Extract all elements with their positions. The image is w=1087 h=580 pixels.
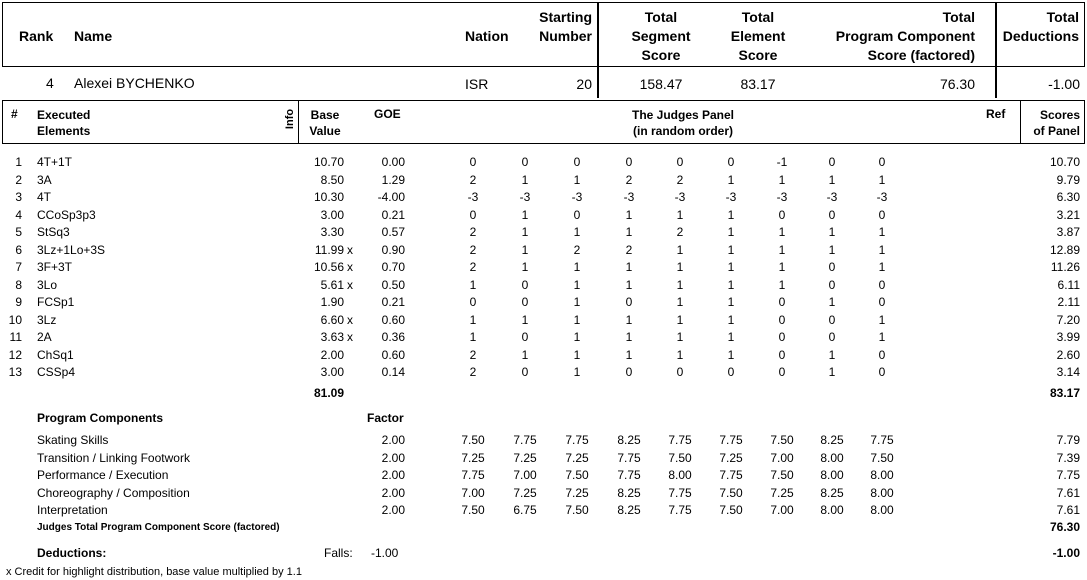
judge-goe-1: 1 <box>469 330 477 344</box>
judge-goe-2: 1 <box>521 172 529 187</box>
judge-goe-4: 2 <box>625 242 633 257</box>
judge-goe-3: 1 <box>573 295 581 309</box>
elements-header-goe: GOE <box>374 107 401 121</box>
header-total-segment-score: Total Segment Score <box>631 9 691 63</box>
element-score: 7.20 <box>1056 312 1080 327</box>
judge-goe-2: -3 <box>519 190 531 204</box>
judge-mark-4: 8.25 <box>617 503 641 517</box>
judge-goe-1: 0 <box>469 207 477 222</box>
element-goe: 0.36 <box>381 330 405 344</box>
summary-divider-1 <box>597 2 599 98</box>
judge-mark-2: 7.25 <box>513 485 537 500</box>
element-code: 3Lz <box>37 312 57 327</box>
skater-tss: 158.47 <box>639 76 683 92</box>
judge-mark-3: 7.75 <box>565 433 589 447</box>
judge-goe-5: 1 <box>676 312 684 327</box>
judge-mark-1: 7.25 <box>461 450 485 465</box>
judge-mark-3: 7.25 <box>565 485 589 500</box>
judge-goe-4: 1 <box>625 347 633 362</box>
element-goe: 0.21 <box>381 207 405 222</box>
judge-goe-6: 1 <box>727 242 735 257</box>
judge-goe-5: 2 <box>676 172 684 187</box>
judge-mark-3: 7.50 <box>565 503 589 517</box>
element-goe: 0.90 <box>381 242 405 257</box>
skater-name: Alexei BYCHENKO <box>74 75 195 91</box>
element-bonus-marker: x <box>347 242 353 257</box>
falls-label: Falls: <box>324 546 353 560</box>
element-code: 3A <box>37 172 52 187</box>
judge-mark-5: 7.75 <box>668 503 692 517</box>
element-goe: 0.00 <box>381 155 405 169</box>
element-base-value: 10.30 <box>313 190 344 204</box>
judge-goe-2: 1 <box>521 225 529 239</box>
judge-goe-7: 0 <box>778 365 786 379</box>
element-bonus-marker: x <box>347 260 353 274</box>
component-name: Performance / Execution <box>37 468 169 482</box>
component-name: Choreography / Composition <box>37 485 190 500</box>
judge-goe-9: -3 <box>876 190 888 204</box>
judge-mark-7: 7.50 <box>770 468 794 482</box>
elements-header-num: # <box>11 107 18 121</box>
judge-goe-6: 1 <box>727 225 735 239</box>
judge-goe-8: 0 <box>828 260 836 274</box>
element-code: CCoSp3p3 <box>37 207 96 222</box>
judge-mark-9: 8.00 <box>870 485 894 500</box>
falls-value: -1.00 <box>371 546 399 560</box>
judge-goe-4: 1 <box>625 277 633 292</box>
element-code: FCSp1 <box>37 295 75 309</box>
judge-mark-2: 7.00 <box>513 468 537 482</box>
footnote: x Credit for highlight distribution, base value multiplied by 1.1 <box>6 566 302 578</box>
judge-goe-9: 0 <box>878 365 886 379</box>
judge-mark-8: 8.00 <box>820 468 844 482</box>
element-code: CSSp4 <box>37 365 76 379</box>
judge-goe-5: 1 <box>676 207 684 222</box>
judge-goe-6: 1 <box>727 172 735 187</box>
judge-goe-9: 0 <box>878 207 886 222</box>
header-nation: Nation <box>465 28 509 44</box>
judge-goe-3: 1 <box>573 172 581 187</box>
judge-goe-6: 1 <box>727 260 735 274</box>
judge-goe-1: 0 <box>469 155 477 169</box>
pcs-total-value: 76.30 <box>1049 520 1080 534</box>
judge-goe-1: 2 <box>469 347 477 362</box>
components-header-factor: Factor <box>367 411 404 425</box>
judge-goe-1: 2 <box>469 172 477 187</box>
judge-mark-4: 8.25 <box>617 485 641 500</box>
component-name: Interpretation <box>37 503 108 517</box>
judge-mark-7: 7.25 <box>770 485 794 500</box>
judge-goe-1: 1 <box>469 277 477 292</box>
judge-goe-7: 0 <box>778 330 786 344</box>
judge-goe-9: 1 <box>878 242 886 257</box>
judge-mark-4: 7.75 <box>617 450 641 465</box>
judge-goe-5: 1 <box>676 295 684 309</box>
element-code: 4T <box>37 190 52 204</box>
element-base-value: 3.30 <box>320 225 344 239</box>
judge-goe-9: 0 <box>878 295 886 309</box>
judge-goe-7: 0 <box>778 207 786 222</box>
element-number: 2 <box>15 172 22 187</box>
judge-goe-9: 0 <box>878 277 886 292</box>
component-score: 7.39 <box>1056 450 1080 465</box>
judge-goe-8: 0 <box>828 207 836 222</box>
judge-goe-4: 1 <box>625 225 633 239</box>
deductions-label: Deductions: <box>37 546 107 560</box>
element-goe: 0.21 <box>381 295 405 309</box>
header-rank: Rank <box>19 28 54 44</box>
judge-goe-3: 2 <box>573 242 581 257</box>
judge-goe-8: 1 <box>828 347 836 362</box>
judge-goe-2: 1 <box>521 312 529 327</box>
element-goe: 0.57 <box>381 225 405 239</box>
tes-total: 83.17 <box>1049 386 1080 400</box>
element-goe: 0.14 <box>381 365 405 379</box>
elements-header-scores: Scores of Panel <box>1033 108 1080 138</box>
info-column-divider <box>298 100 299 144</box>
judge-goe-3: 1 <box>573 365 581 379</box>
judge-mark-3: 7.50 <box>565 468 589 482</box>
judge-mark-5: 7.75 <box>668 433 692 447</box>
component-score: 7.75 <box>1056 468 1080 482</box>
skater-nation: ISR <box>465 76 489 92</box>
judge-mark-4: 8.25 <box>617 433 641 447</box>
element-bonus-marker: x <box>347 330 353 344</box>
judge-goe-4: 1 <box>625 207 633 222</box>
judge-mark-8: 8.25 <box>820 485 844 500</box>
judge-mark-8: 8.00 <box>820 503 844 517</box>
judge-goe-1: 2 <box>469 365 477 379</box>
judge-goe-6: 0 <box>727 365 735 379</box>
element-base-value: 1.90 <box>320 295 344 309</box>
judge-goe-7: 1 <box>778 260 786 274</box>
judge-goe-9: 1 <box>878 330 886 344</box>
judge-goe-7: -3 <box>776 190 788 204</box>
element-base-value: 6.60 <box>320 312 344 327</box>
judge-goe-4: 1 <box>625 260 633 274</box>
judge-goe-1: 0 <box>469 295 477 309</box>
element-score: 6.11 <box>1057 277 1080 292</box>
judge-mark-1: 7.50 <box>461 433 485 447</box>
skater-pcs: 76.30 <box>939 76 975 92</box>
judge-goe-9: 0 <box>878 347 886 362</box>
judge-goe-8: 1 <box>828 225 836 239</box>
element-base-value: 8.50 <box>320 172 344 187</box>
judge-goe-6: 1 <box>727 312 735 327</box>
skater-starting-number: 20 <box>576 76 592 92</box>
header-total-element-score: Total Element Score <box>730 9 786 63</box>
judge-goe-5: 1 <box>676 242 684 257</box>
base-value-total: 81.09 <box>313 386 344 400</box>
component-score: 7.61 <box>1056 485 1080 500</box>
judge-goe-3: 0 <box>573 155 581 169</box>
judge-goe-2: 1 <box>521 347 529 362</box>
judge-goe-1: 2 <box>469 225 477 239</box>
header-total-deductions: Total Deductions <box>1002 9 1079 44</box>
judge-goe-4: 2 <box>625 172 633 187</box>
judge-mark-2: 7.25 <box>513 450 537 465</box>
judge-goe-3: 1 <box>573 347 581 362</box>
skater-deductions: -1.00 <box>1048 76 1080 92</box>
judge-goe-6: 1 <box>727 295 735 309</box>
judge-goe-9: 0 <box>878 155 886 169</box>
component-factor: 2.00 <box>381 433 405 447</box>
judge-mark-6: 7.25 <box>719 450 743 465</box>
element-number: 3 <box>15 190 22 204</box>
deductions-total: -1.00 <box>1052 546 1080 560</box>
judge-goe-2: 0 <box>521 155 529 169</box>
elements-header-info: Info <box>284 108 297 130</box>
element-score: 6.30 <box>1056 190 1080 204</box>
element-score: 10.70 <box>1049 155 1080 169</box>
element-score: 3.99 <box>1056 330 1080 344</box>
judge-mark-9: 7.50 <box>870 450 894 465</box>
judge-goe-7: 1 <box>778 172 786 187</box>
judge-goe-5: 1 <box>676 277 684 292</box>
judge-mark-7: 7.50 <box>770 433 794 447</box>
judge-goe-7: 1 <box>778 277 786 292</box>
judge-mark-1: 7.75 <box>461 468 485 482</box>
judge-goe-2: 0 <box>521 365 529 379</box>
judge-mark-7: 7.00 <box>770 503 794 517</box>
judge-goe-6: 1 <box>727 277 735 292</box>
judge-goe-7: 0 <box>778 347 786 362</box>
judge-goe-8: 1 <box>828 172 836 187</box>
judge-goe-1: 2 <box>469 242 477 257</box>
header-total-pcs: Total Program Component Score (factored) <box>835 9 975 63</box>
judge-mark-5: 7.75 <box>668 485 692 500</box>
element-base-value: 3.00 <box>320 365 344 379</box>
element-code: StSq3 <box>37 225 70 239</box>
judge-goe-2: 0 <box>521 330 529 344</box>
judge-goe-7: 0 <box>778 295 786 309</box>
judge-goe-3: 1 <box>573 225 581 239</box>
element-code: 2A <box>37 330 52 344</box>
judge-mark-1: 7.50 <box>461 503 485 517</box>
element-score: 11.26 <box>1050 260 1080 274</box>
judge-goe-6: -3 <box>725 190 737 204</box>
judge-goe-3: 1 <box>573 260 581 274</box>
element-number: 8 <box>15 277 22 292</box>
element-number: 13 <box>8 365 22 379</box>
component-name: Transition / Linking Footwork <box>37 450 190 465</box>
judge-goe-9: 1 <box>878 225 886 239</box>
judge-goe-4: -3 <box>623 190 635 204</box>
judge-goe-9: 1 <box>878 312 886 327</box>
judge-goe-5: 1 <box>676 347 684 362</box>
judge-mark-4: 7.75 <box>617 468 641 482</box>
element-bonus-marker: x <box>347 312 353 327</box>
judge-goe-5: 1 <box>676 260 684 274</box>
element-base-value: 10.70 <box>313 155 344 169</box>
element-code: 3Lo <box>37 277 58 292</box>
element-number: 4 <box>15 207 22 222</box>
judge-goe-4: 0 <box>625 295 633 309</box>
element-base-value: 11.99 <box>314 242 344 257</box>
elements-header-box <box>2 100 1085 144</box>
element-base-value: 2.00 <box>320 347 344 362</box>
components-header-label: Program Components <box>37 411 164 425</box>
judge-goe-8: 0 <box>828 155 836 169</box>
judge-mark-2: 6.75 <box>513 503 537 517</box>
component-factor: 2.00 <box>381 503 405 517</box>
judge-goe-1: 1 <box>469 312 477 327</box>
skater-tes: 83.17 <box>740 76 776 92</box>
element-code: 3F+3T <box>37 260 73 274</box>
judge-goe-4: 0 <box>625 365 633 379</box>
judge-goe-4: 1 <box>625 312 633 327</box>
judge-goe-3: 1 <box>573 277 581 292</box>
element-score: 3.21 <box>1056 207 1080 222</box>
component-score: 7.61 <box>1056 503 1080 517</box>
element-number: 10 <box>8 312 22 327</box>
judge-goe-8: 0 <box>828 312 836 327</box>
judge-goe-2: 1 <box>521 207 529 222</box>
element-goe: 0.60 <box>381 347 405 362</box>
element-goe: 0.70 <box>381 260 405 274</box>
judge-goe-3: 0 <box>573 207 581 222</box>
judge-mark-7: 7.00 <box>770 450 794 465</box>
element-bonus-marker: x <box>347 277 353 292</box>
element-goe: 0.60 <box>381 312 405 327</box>
header-name: Name <box>74 28 113 44</box>
element-number: 11 <box>9 330 22 344</box>
element-number: 9 <box>15 295 22 309</box>
element-score: 9.79 <box>1056 172 1080 187</box>
judge-goe-2: 1 <box>521 260 529 274</box>
judge-goe-5: 0 <box>676 365 684 379</box>
elements-header-executed: Executed Elements <box>37 108 91 138</box>
element-number: 12 <box>8 347 22 362</box>
element-number: 1 <box>15 155 22 169</box>
judge-goe-1: 2 <box>469 260 477 274</box>
judge-goe-5: 1 <box>676 330 684 344</box>
element-goe: 0.50 <box>381 277 405 292</box>
judge-goe-3: 1 <box>573 330 581 344</box>
judge-mark-8: 8.25 <box>820 433 844 447</box>
judge-goe-4: 0 <box>625 155 633 169</box>
element-code: 3Lz+1Lo+3S <box>37 242 106 257</box>
judge-mark-5: 7.50 <box>668 450 692 465</box>
judge-mark-9: 7.75 <box>870 433 894 447</box>
judge-goe-6: 1 <box>727 330 735 344</box>
element-goe: 1.29 <box>381 172 405 187</box>
judge-goe-5: -3 <box>674 190 686 204</box>
judge-goe-1: -3 <box>467 190 479 204</box>
judge-mark-3: 7.25 <box>565 450 589 465</box>
judge-goe-2: 1 <box>521 242 529 257</box>
component-score: 7.79 <box>1056 433 1080 447</box>
judge-goe-3: 1 <box>573 312 581 327</box>
judge-goe-7: 1 <box>778 242 786 257</box>
judge-mark-2: 7.75 <box>513 433 537 447</box>
element-base-value: 5.61 <box>320 277 344 292</box>
judge-goe-8: 0 <box>828 277 836 292</box>
component-name: Skating Skills <box>37 433 109 447</box>
pcs-total-label: Judges Total Program Component Score (factored) <box>37 522 280 533</box>
component-factor: 2.00 <box>381 485 405 500</box>
judge-goe-2: 0 <box>521 295 529 309</box>
element-score: 3.87 <box>1056 225 1080 239</box>
judge-goe-6: 1 <box>727 207 735 222</box>
judge-goe-5: 0 <box>676 155 684 169</box>
judge-goe-8: 1 <box>828 242 836 257</box>
judge-goe-6: 0 <box>727 155 735 169</box>
judge-goe-7: 1 <box>778 225 786 239</box>
skater-rank: 4 <box>46 75 54 91</box>
element-base-value: 3.63 <box>320 330 344 344</box>
element-score: 2.60 <box>1056 347 1080 362</box>
element-number: 6 <box>15 242 22 257</box>
judge-goe-7: 0 <box>778 312 786 327</box>
judge-goe-7: -1 <box>776 155 788 169</box>
elements-header-base: Base Value <box>309 108 341 138</box>
element-number: 5 <box>15 225 22 239</box>
judge-goe-3: -3 <box>571 190 583 204</box>
judge-goe-9: 1 <box>878 172 886 187</box>
judge-goe-8: 0 <box>828 330 836 344</box>
judge-goe-8: -3 <box>826 190 838 204</box>
judge-goe-6: 1 <box>727 347 735 362</box>
judge-mark-6: 7.75 <box>719 433 743 447</box>
judge-mark-9: 8.00 <box>870 503 894 517</box>
element-code: ChSq1 <box>37 347 74 362</box>
judge-mark-6: 7.50 <box>719 503 743 517</box>
judge-mark-8: 8.00 <box>820 450 844 465</box>
judge-goe-8: 1 <box>828 295 836 309</box>
judge-goe-5: 2 <box>676 225 684 239</box>
judge-mark-1: 7.00 <box>461 485 485 500</box>
element-base-value: 10.56 <box>313 260 344 274</box>
component-factor: 2.00 <box>381 468 405 482</box>
element-number: 7 <box>15 260 22 274</box>
judge-goe-8: 1 <box>828 365 836 379</box>
judge-mark-6: 7.50 <box>719 485 743 500</box>
judge-goe-9: 1 <box>878 260 886 274</box>
elements-header-ref: Ref <box>986 107 1006 121</box>
judge-mark-9: 8.00 <box>870 468 894 482</box>
component-factor: 2.00 <box>381 450 405 465</box>
element-goe: -4.00 <box>377 190 405 204</box>
judge-mark-6: 7.75 <box>719 468 743 482</box>
judge-goe-4: 1 <box>625 330 633 344</box>
header-starting-number: Starting Number <box>539 9 592 44</box>
element-score: 12.89 <box>1049 242 1080 257</box>
element-code: 4T+1T <box>37 155 73 169</box>
element-score: 3.14 <box>1056 365 1080 379</box>
elements-header-judges: The Judges Panel (in random order) <box>631 108 735 138</box>
element-base-value: 3.00 <box>320 207 344 222</box>
judge-mark-5: 8.00 <box>668 468 692 482</box>
element-score: 2.11 <box>1057 295 1080 309</box>
judge-goe-2: 0 <box>521 277 529 292</box>
